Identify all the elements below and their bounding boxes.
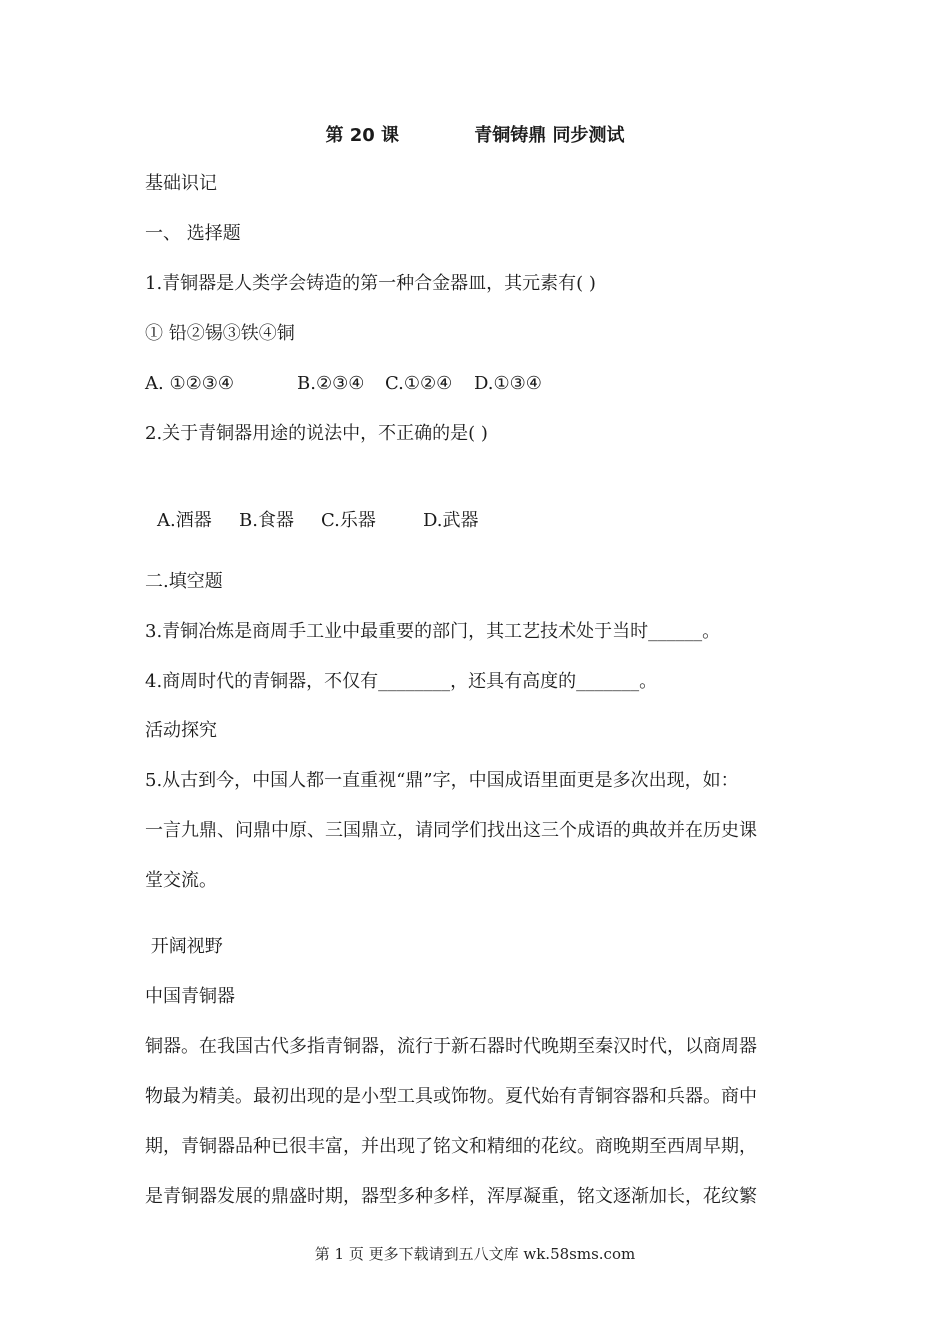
page-title: 第 20 课 青铜铸鼎 同步测试 xyxy=(325,125,625,146)
reading-line: 物最为精美。最初出现的是小型工具或饰物。夏代始有青铜容器和兵器。商中 xyxy=(145,1086,757,1107)
question-1-items: ① 铅②锡③铁④铜 xyxy=(145,323,295,344)
question-1-stem: 1.青铜器是人类学会铸造的第一种合金器皿，其元素有( ) xyxy=(145,273,596,294)
section-horizon: 开阔视野 xyxy=(145,936,223,957)
reading-heading: 中国青铜器 xyxy=(145,986,235,1007)
section-activity: 活动探究 xyxy=(145,720,217,741)
question-5-line: 堂交流。 xyxy=(145,870,217,891)
question-3: 3.青铜冶炼是商周手工业中最重要的部门，其工艺技术处于当时______。 xyxy=(145,621,721,642)
option-a: A. ①②③④ xyxy=(145,373,234,394)
section-basic: 基础识记 xyxy=(145,173,217,194)
question-1-options xyxy=(145,372,542,396)
page-footer: 第 1 页 更多下载请到五八文库 wk.58sms.com xyxy=(314,1245,636,1263)
reading-line: 是青铜器发展的鼎盛时期，器型多种多样，浑厚凝重，铭文逐渐加长，花纹繁 xyxy=(145,1186,757,1207)
option-d: D.①③④ xyxy=(474,373,542,394)
reading-line: 铜器。在我国古代多指青铜器，流行于新石器时代晚期至秦汉时代，以商周器 xyxy=(145,1036,757,1057)
option-c: C.①②④ xyxy=(385,373,453,394)
option-b: B.食器 xyxy=(239,510,294,531)
question-4: 4.商周时代的青铜器，不仅有________，还具有高度的_______。 xyxy=(145,671,658,692)
question-2-stem: 2.关于青铜器用途的说法中，不正确的是( ) xyxy=(145,423,488,444)
question-5-line: 5.从古到今，中国人都一直重视“鼎”字，中国成语里面更是多次出现，如： xyxy=(145,770,739,791)
question-2-options xyxy=(157,509,479,533)
section-choice: 一、 选择题 xyxy=(145,223,241,244)
question-5-line: 一言九鼎、问鼎中原、三国鼎立，请同学们找出这三个成语的典故并在历史课 xyxy=(145,820,757,841)
option-c: C.乐器 xyxy=(321,510,376,531)
section-fill: 二.填空题 xyxy=(145,571,223,592)
option-b: B.②③④ xyxy=(297,373,365,394)
option-a: A.酒器 xyxy=(157,510,212,531)
reading-line: 期，青铜器品种已很丰富，并出现了铭文和精细的花纹。商晚期至西周早期， xyxy=(145,1136,757,1157)
option-d: D.武器 xyxy=(423,510,479,531)
